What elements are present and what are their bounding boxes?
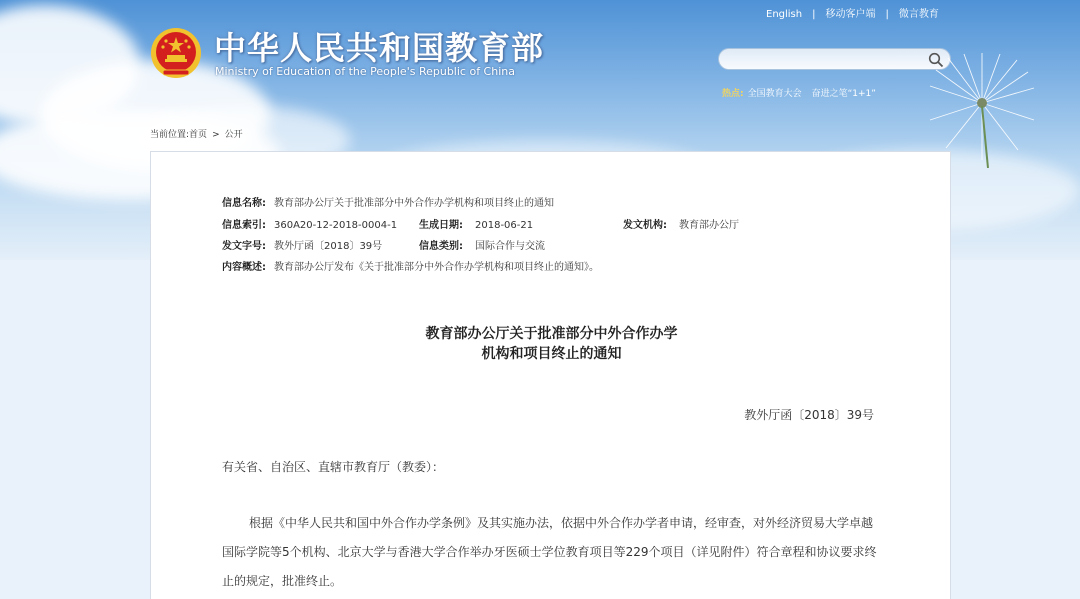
meta-date-label: 生成日期: [419, 220, 463, 231]
national-emblem-icon[interactable] [150, 27, 202, 79]
mobile-client-link[interactable]: 移动客户端 [825, 9, 876, 20]
meta-org-value: 教育部办公厅 [679, 220, 739, 231]
breadcrumb-home-link[interactable]: 首页 [189, 130, 208, 140]
meta-summary-label: 内容概述: [222, 262, 266, 273]
meta-row-date [419, 216, 533, 231]
meta-name-label: 信息名称: [222, 198, 266, 209]
document-title-line-1: 教育部办公厅关于批准部分中外合作办学 [425, 326, 678, 342]
meta-category-value: 国际合作与交流 [475, 241, 545, 252]
breadcrumb-prefix: 当前位置: [150, 130, 190, 140]
english-link[interactable]: English [766, 9, 803, 20]
document-body-text: 根据《中华人民共和国中外合作办学条例》及其实施办法，依据中外合作办学者申请，经审查，对外经济贸易大学卓越国际学院等5个机构、北京大学与香港大学合作举办牙医硕士学位教育项目等229个项目（详见附件）符合章程和协议要求终止的规定，批准终止。 [222, 516, 877, 588]
meta-category-label: 信息类别: [419, 241, 463, 252]
meta-name-value: 教育部办公厅关于批准部分中外合作办学机构和项目终止的通知 [274, 198, 554, 209]
meta-date-value: 2018-06-21 [475, 220, 534, 231]
top-links: English | 移动客户端 | 微言教育 [766, 9, 939, 20]
meta-row-name [222, 194, 554, 209]
meta-row-category [419, 237, 545, 252]
dandelion-icon [922, 48, 1042, 168]
breadcrumb [150, 127, 243, 140]
document-title [151, 324, 952, 364]
meta-index-label: 信息索引: [222, 220, 266, 231]
meta-docno-label: 发文字号: [222, 241, 266, 252]
meta-row-summary [222, 258, 599, 273]
hot-topics [722, 86, 886, 99]
meta-row-index [222, 216, 397, 231]
meta-docno-value: 教外厅函〔2018〕39号 [274, 241, 383, 252]
site-subtitle: Ministry of Education of the People's Republic of China [215, 65, 515, 78]
meta-row-docno [222, 237, 382, 252]
hot-label: 热点: [722, 89, 744, 99]
hot-link-fenjin[interactable]: 奋进之笔“1+1” [811, 89, 876, 99]
document-body [222, 509, 882, 596]
weiyan-jiaoyu-link[interactable]: 微言教育 [898, 9, 939, 20]
search-input[interactable] [729, 51, 928, 69]
breadcrumb-separator: > [212, 130, 220, 140]
document-number: 教外厅函〔2018〕39号 [744, 408, 874, 422]
site-title[interactable]: 中华人民共和国教育部 [214, 29, 545, 67]
breadcrumb-current-link[interactable]: 公开 [224, 130, 243, 140]
meta-index-value: 360A20-12-2018-0004-1 [274, 220, 398, 231]
document-title-line-2: 机构和项目终止的通知 [481, 346, 622, 362]
document-salutation: 有关省、自治区、直辖市教育厅（教委）： [222, 460, 445, 474]
meta-org-label: 发文机构: [623, 220, 667, 231]
hot-link-education-conference[interactable]: 全国教育大会 [747, 89, 802, 99]
search-box [718, 48, 951, 70]
document-panel [150, 151, 951, 599]
meta-summary-value: 教育部办公厅发布《关于批准部分中外合作办学机构和项目终止的通知》。 [274, 262, 599, 273]
meta-row-org [623, 216, 739, 231]
